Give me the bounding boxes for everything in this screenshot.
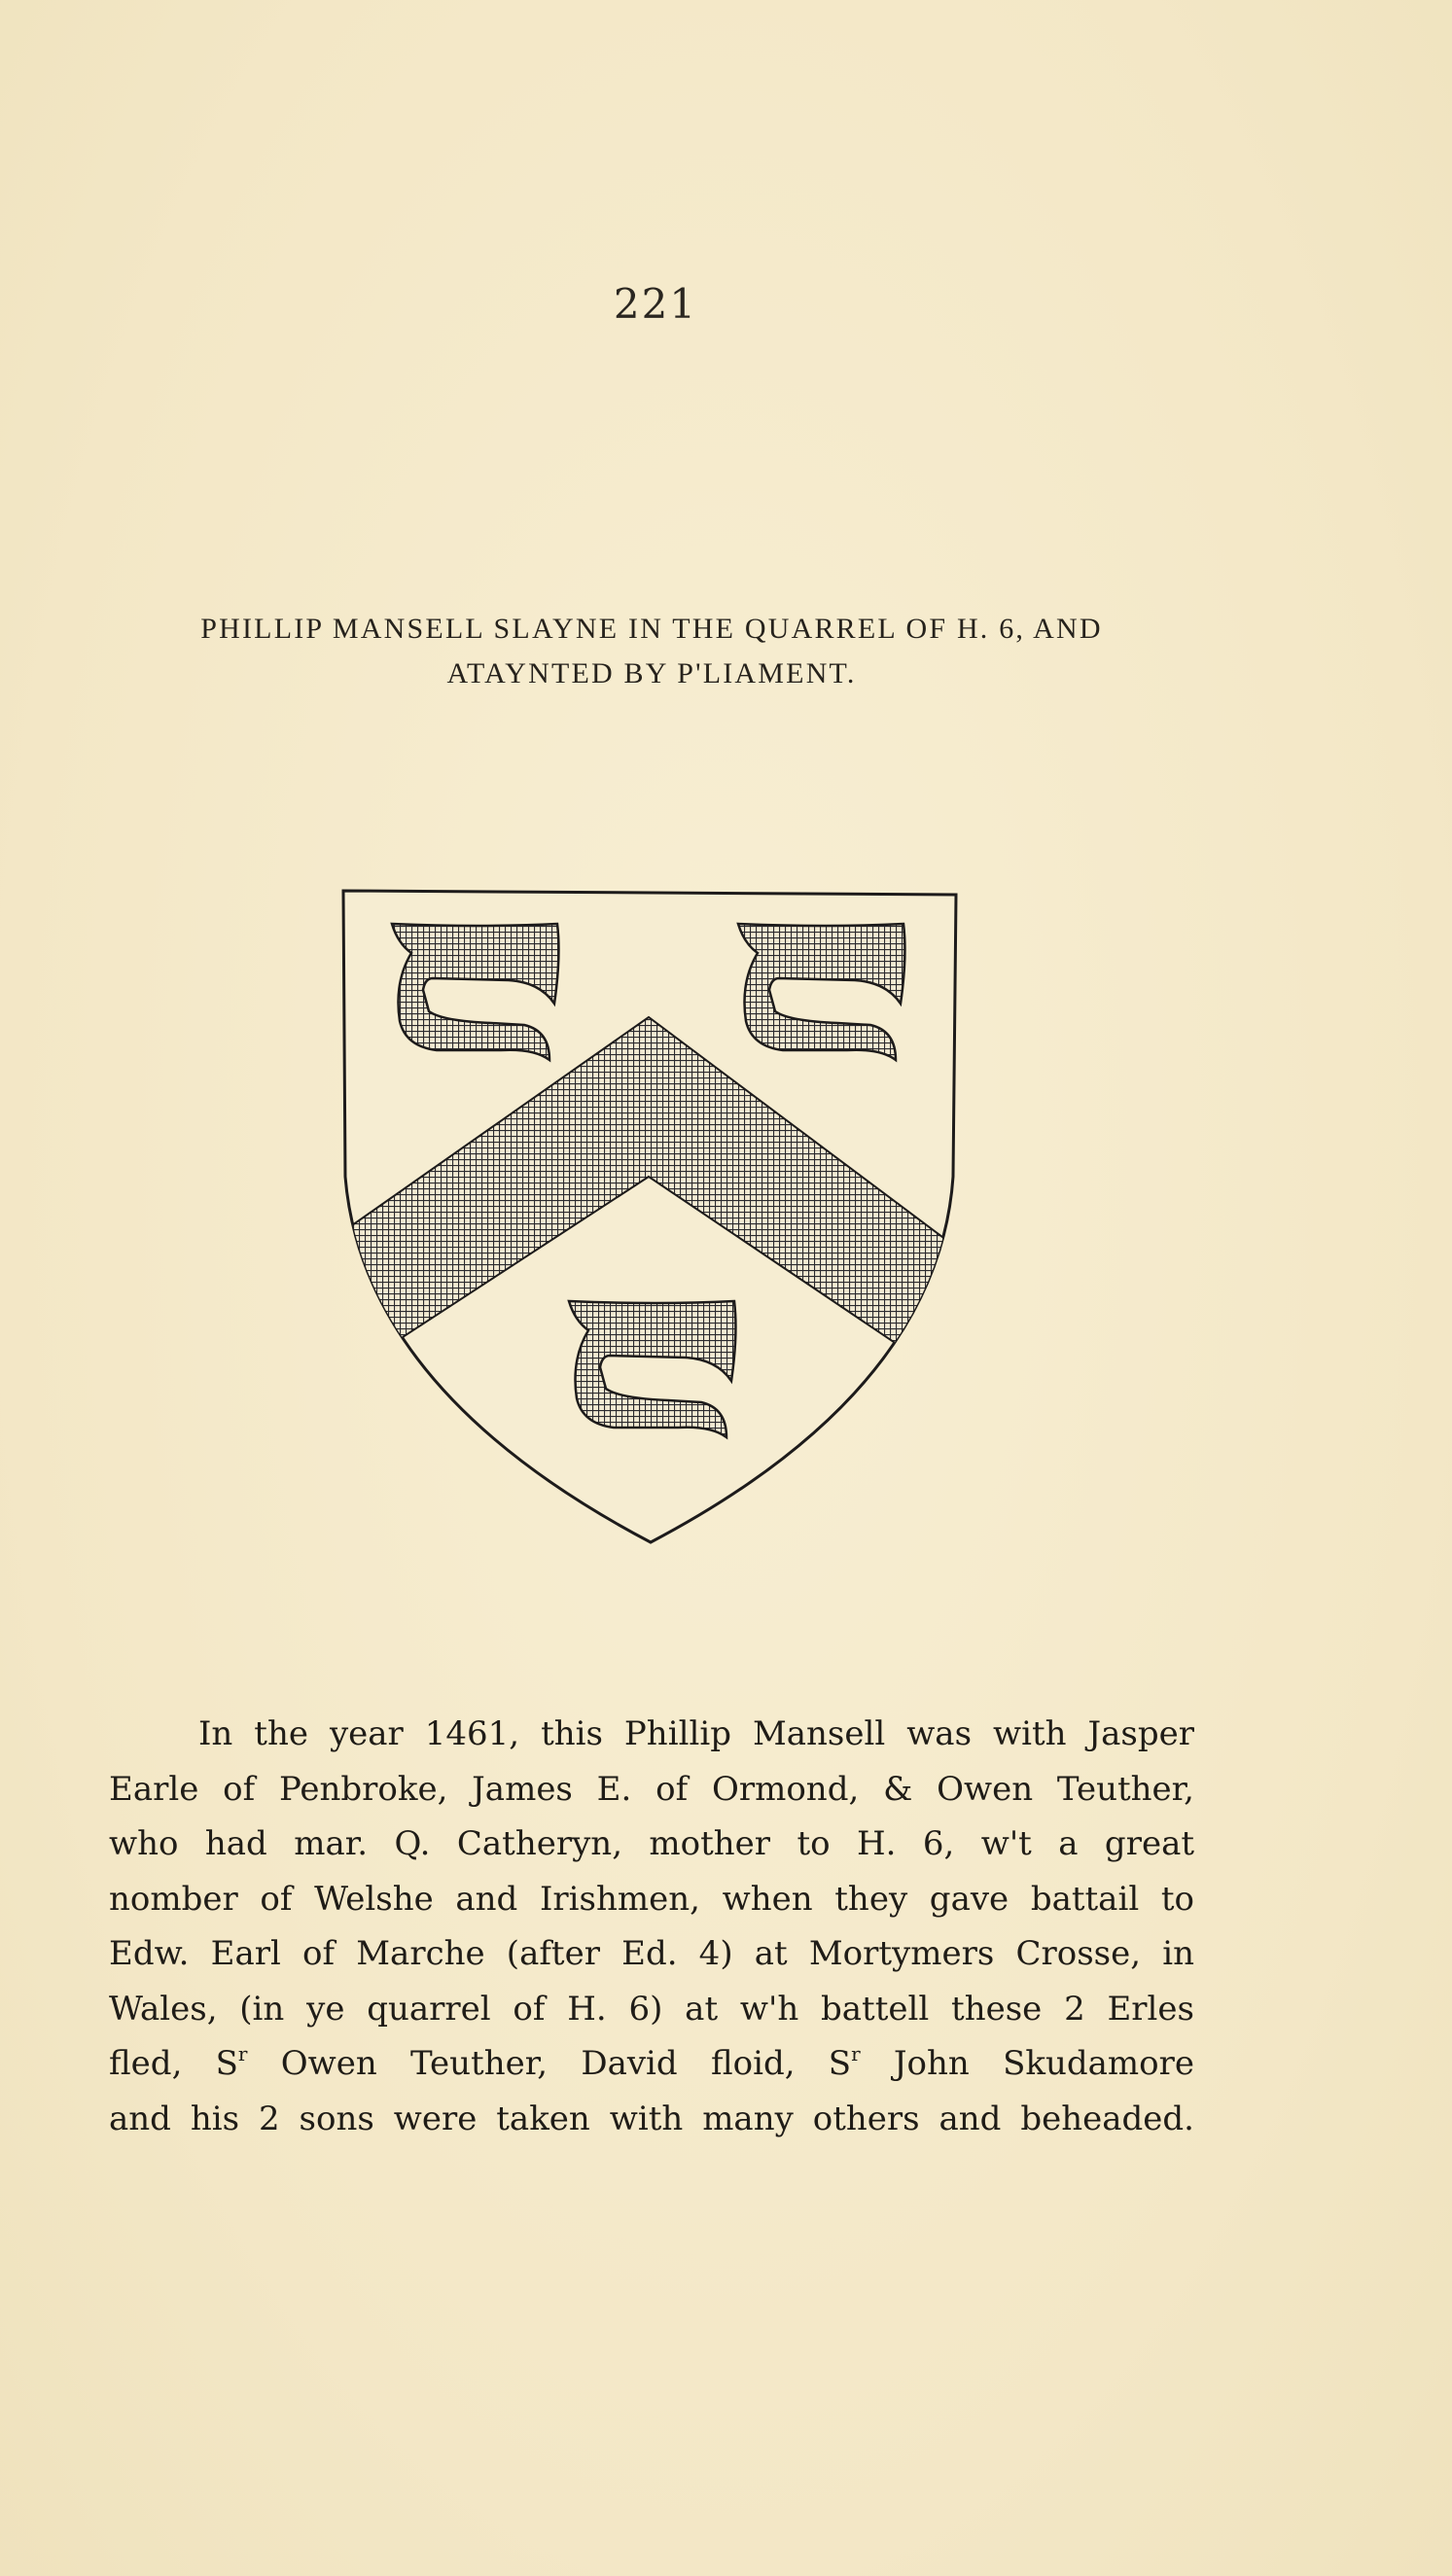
text-fragment: fled, S [109,2044,238,2083]
text-line: Edw. Earl of Marche (after Ed. 4) at Mortymers Crosse, in [109,1934,1194,1973]
coat-of-arms [336,885,966,1556]
text-line: and his 2 sons were taken with many others and beheaded. [109,2099,1194,2138]
text-line: who had mar. Q. Catheryn, mother to H. 6, w't a great [109,1824,1194,1863]
text-line: In the year 1461, this Phillip Mansell was with Jasper [198,1714,1194,1753]
text-line: Wales, (in ye quarrel of H. 6) at w'h battell these 2 Erles [109,1989,1194,2029]
page-number: 221 [613,280,698,328]
body-paragraph [109,1707,1194,2146]
heraldic-shield-icon [336,885,966,1556]
page-heading [107,607,1196,696]
text-line: Earle of Penbroke, James E. of Ormond, & Owen Teuther, [109,1769,1194,1809]
text-line: nomber of Welshe and Irishmen, when they gave battail to [109,1879,1194,1919]
text-fragment: Owen Teuther, David floid, S [247,2044,852,2083]
superscript: r [237,2042,248,2065]
heading-line: ATAYNTED BY P'LIAMENT. [446,657,857,689]
superscript: r [851,2042,861,2065]
text-line [109,2036,1194,2092]
text-fragment: John Skudamore [860,2044,1194,2083]
heading-line: PHILLIP MANSELL SLAYNE IN THE QUARREL OF H. 6, AND [200,613,1103,645]
